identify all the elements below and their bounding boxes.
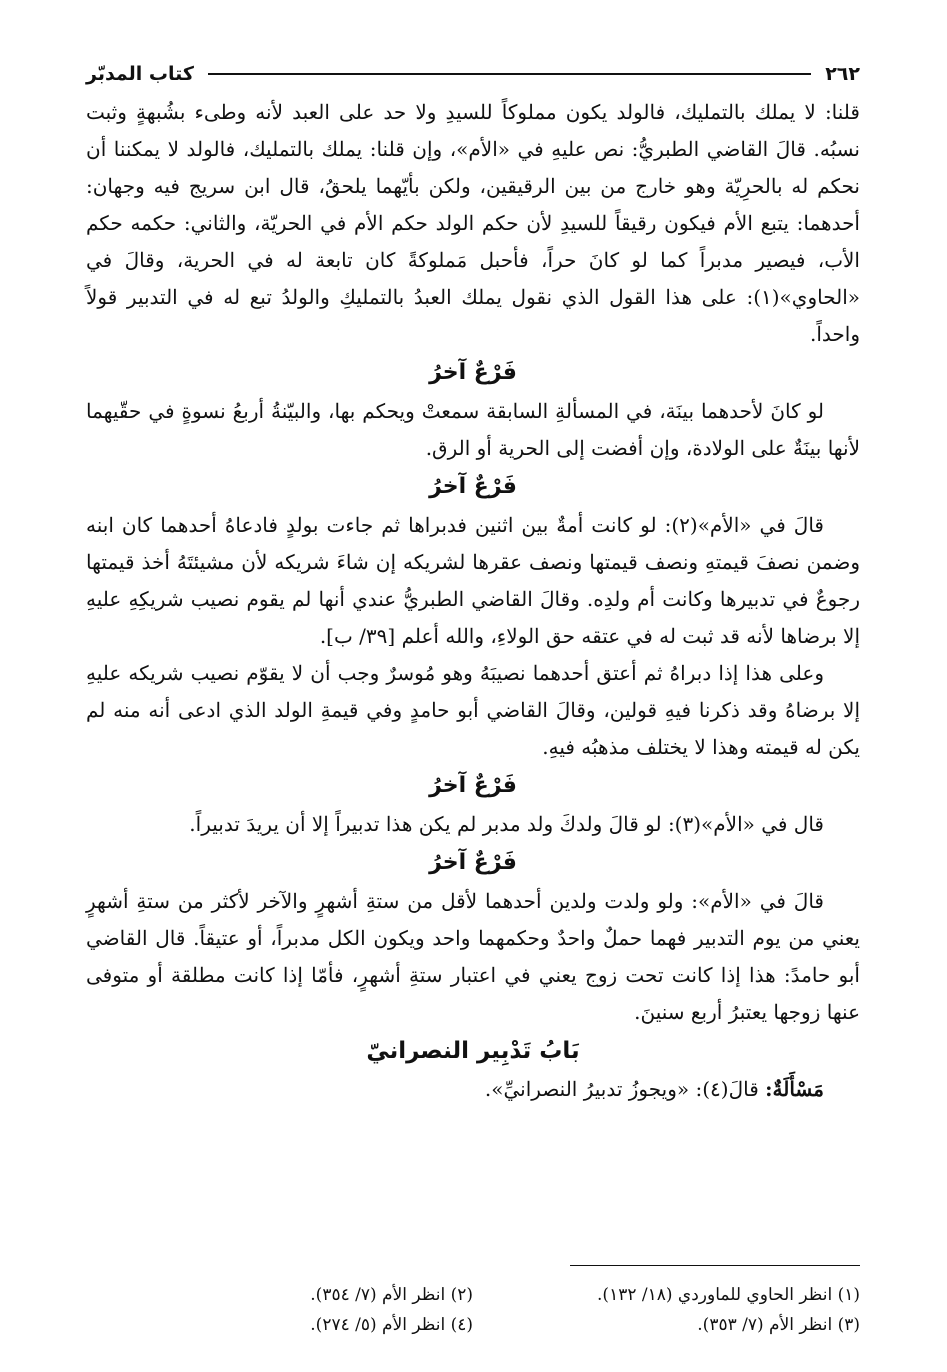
paragraph-3: قالَ في «الأم»(٢): لو كانت أمةٌ بين اثنين فدبراها ثم جاءت بولدٍ فادعاهُ أحدهما كان ابنه وضمن نصفَ قيمتهِ ونصف قيمتها ونصف عقرها لشريكه إن شاءَ شريكه لأن مشيئتَهُ أخذ قيمتها رجوعٌ في تدبيرها وكانت أم ولدِه. وقالَ القاضي الطبريُّ عندي أنها لم يقوم نصيب شريكِهِ عليهِ إلا برضاها لأنه قد ثبت له في عتقه حق الولاءِ، والله أعلم [٣٩/ ب]. <box>86 513 860 648</box>
running-title: كتاب المدبّر <box>86 63 194 85</box>
footnote-row <box>86 1310 860 1340</box>
footnote-2: (٢) انظر الأم (٧/ ٣٥٤). <box>310 1285 473 1305</box>
footnote-separator <box>570 1265 860 1266</box>
paragraph-5: قال في «الأم»(٣): لو قالَ ولدكَ ولد مدبر لم يكن هذا تدبيراً إلا أن يريدَ تدبيراً. <box>189 812 824 836</box>
footnote-4: (٤) انظر الأم (٥/ ٢٧٤). <box>310 1315 473 1335</box>
section-heading-1: فَرْعٌ آخرُ <box>429 360 517 385</box>
page-number: ٢٦٢ <box>825 63 860 85</box>
page-header <box>86 54 860 94</box>
paragraph-2: لو كانَ لأحدهما بينَة، في المسألةِ السابقة سمعتْ ويحكم بها، والبيّنةُ أربعُ نسوةٍ في حقّيهما لأنها بينَةٌ على الولادة، وإن أفضت إلى الحرية أو الرق. <box>86 399 860 460</box>
footnote-row <box>86 1280 860 1310</box>
paragraph-6: قالَ في «الأم»: ولو ولدت ولدين أحدهما لأقل من ستةِ أشهرٍ والآخر لأكثر من ستةِ أشهرٍ يعني من يوم التدبير فهما حملٌ واحدٌ وحكمهما واحد ويكون الكل مدبراً، أو عتيقاً. قال القاضي أبو حامدً: هذا إذا كانت تحت زوج يعني في اعتبار ستةِ أشهرٍ، فأمّا إذا كانت مطلقة أو متوفى عنها زوجها يعتبرُ أربع سنينَ. <box>86 889 860 1024</box>
chapter-heading: بَابُ تَدْبِير النصرانيّ <box>366 1038 580 1064</box>
header-rule <box>208 73 811 75</box>
document-page <box>86 54 860 1335</box>
footnote-1: (١) انظر الحاوي للماوردي (١٨/ ١٣٢). <box>597 1285 860 1305</box>
section-heading-3: فَرْعٌ آخرُ <box>429 773 517 798</box>
masala-paragraph <box>86 1071 860 1108</box>
footnote-3: (٣) انظر الأم (٧/ ٣٥٣). <box>697 1315 860 1335</box>
masala-text: قالَ(٤): «ويجوزُ تدبيرُ النصرانيِّ». <box>484 1077 759 1101</box>
masala-term: مَسْأَلَةٌ: <box>765 1077 824 1101</box>
section-heading-4: فَرْعٌ آخرُ <box>429 850 517 875</box>
paragraph-4: وعلى هذا إذا دبراهُ ثم أعتق أحدهما نصيبَهُ وهو مُوسرٌ وجب أن لا يقوّم نصيب شريكه عليهِ إلا برضاهُ وقد ذكرنا فيهِ قولين، وقالَ القاضي أبو حامدٍ وفي قيمةِ الولد الذي ادعى أنه منه لم يكن له قيمته وهذا لا يختلف مذهبُه فيهِ. <box>86 661 860 759</box>
section-heading-2: فَرْعٌ آخرُ <box>429 474 517 499</box>
paragraph-1: قلنا: لا يملك بالتمليك، فالولد يكون مملوكاً للسيدِ ولا حد على العبد لأنه وطىء بشُبهةٍ وثبت نسبُه. قالَ القاضي الطبريُّ: نص عليهِ في «الأم»، وإن قلنا: يملك بالتمليك، فالولد لا يمكننا أن نحكم له بالحرِيّة وهو خارج من بين الرقيقين، ولكن بأيّهما يلحقُ، قال ابن سريج فيه وجهان: أحدهما: يتبع الأم فيكون رقيقاً للسيدِ لأن حكم الولد حكم الأم في الحريّة، والثاني: حكمه حكم الأب، فيصير مدبراً كما لو كانَ حراً، فأحبل مَملوكةً كان تابعة له في الحرية، وقالَ في «الحاوي»(١): على هذا القول الذي نقول يملك العبدُ بالتمليكِ والولدُ تبع له في التدبير قولاً واحداً. <box>86 100 860 346</box>
footnotes <box>86 1280 860 1340</box>
